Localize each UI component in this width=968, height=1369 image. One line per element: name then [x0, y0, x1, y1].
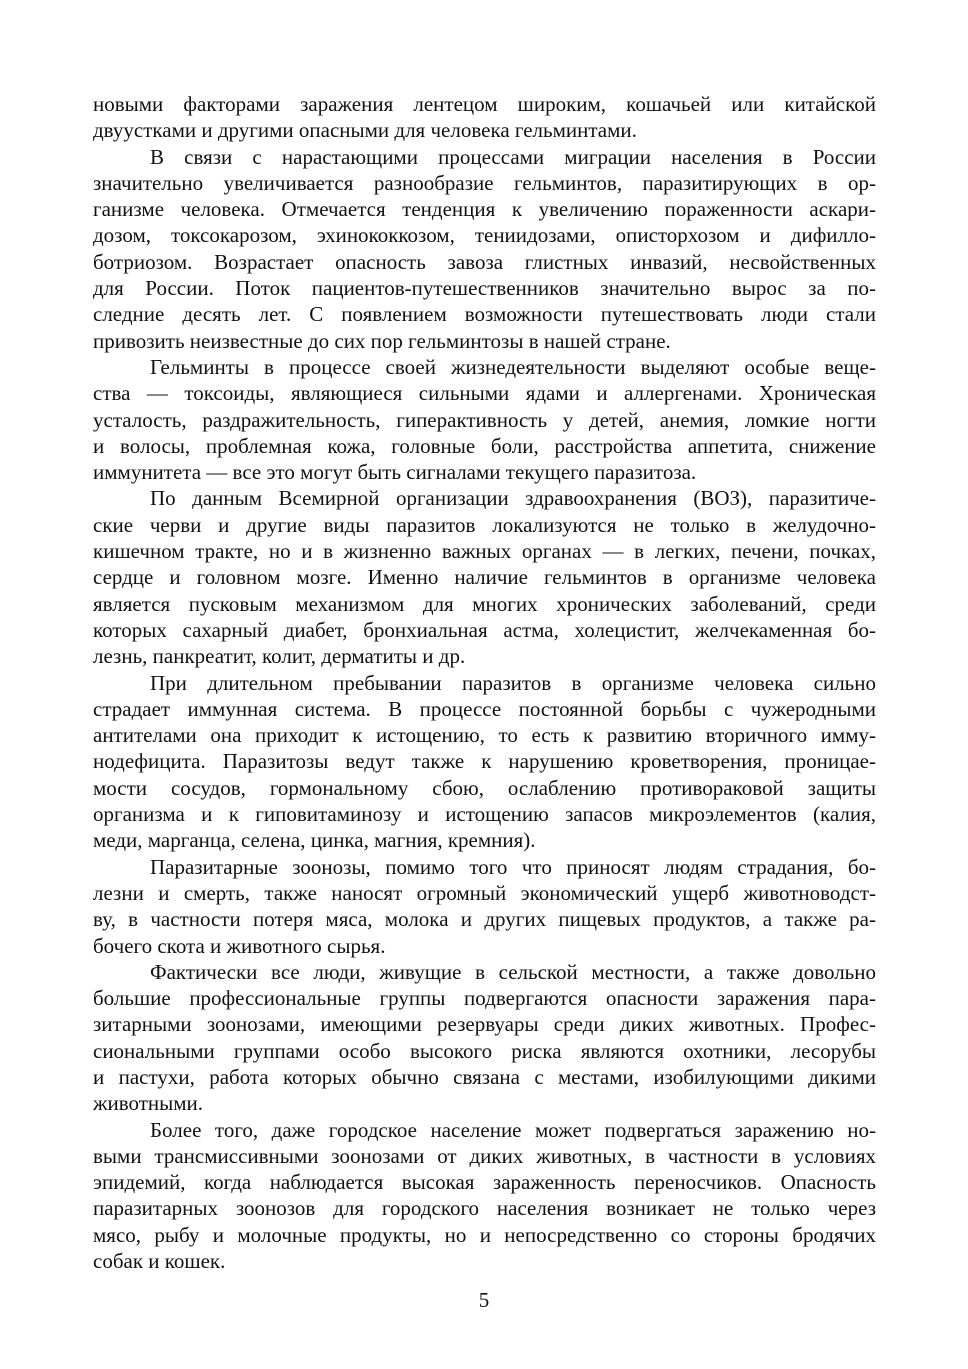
text-line: В связи с нарастающими процессами миграции населения в России — [150, 144, 876, 169]
text-line: мясо, рыбу и молочные продукты, но и непосредственно со стороны бродячих — [93, 1222, 876, 1247]
text-line: мости сосудов, гормональному сбою, ослаблению противораковой защиты — [93, 775, 876, 800]
text-line: При длительном пребывании паразитов в организме человека сильно — [150, 670, 876, 695]
text-line: Фактически все люди, живущие в сельской местности, а также довольно — [150, 959, 876, 984]
paragraph — [93, 91, 876, 144]
text-line: сиональными группами особо высокого риска являются охотники, лесорубы — [93, 1038, 876, 1063]
text-line: организма и к гиповитаминозу и истощению запасов микроэлементов (калия, — [93, 802, 876, 827]
text-line: паразитарных зоонозов для городского населения возникает не только через — [93, 1196, 876, 1221]
text-line: зитарными зоонозами, имеющими резервуары среди диких животных. Профес- — [93, 1012, 876, 1037]
text-line: эпидемий, когда наблюдается высокая зараженность переносчиков. Опасность — [93, 1170, 876, 1195]
text-line: для России. Поток пациентов-путешественников значительно вырос за по- — [93, 276, 876, 301]
text-line: По данным Всемирной организации здравоохранения (ВОЗ), паразитиче- — [150, 486, 876, 511]
text-line: и пастухи, работа которых обычно связана с местами, изобилующими дикими — [93, 1064, 876, 1089]
paragraph — [93, 144, 876, 354]
page-number: 5 — [478, 1288, 490, 1312]
text-line: Паразитарные зоонозы, помимо того что приносят людям страдания, бо- — [150, 854, 876, 879]
text-line: двуустками и другими опасными для человека гельминтами. — [93, 118, 637, 143]
text-line: антителами она приходит к истощению, то есть к развитию вторичного имму- — [93, 723, 876, 748]
text-line: привозить неизвестные до сих пор гельминтозы в нашей стране. — [93, 328, 671, 353]
text-line: ву, в частности потеря мяса, молока и других пищевых продуктов, а также ра- — [93, 907, 876, 932]
text-line: ганизме человека. Отмечается тенденция к увеличению пораженности аскари- — [93, 197, 876, 222]
paragraph — [93, 1117, 876, 1275]
text-line: бочего скота и животного сырья. — [93, 933, 386, 958]
text-line: собак и кошек. — [93, 1249, 226, 1274]
text-line: лезнь, панкреатит, колит, дерматиты и др. — [93, 644, 466, 669]
text-line: усталость, раздражительность, гиперактивность у детей, анемия, ломкие ногти — [93, 407, 876, 432]
text-line: лезни и смерть, также наносят огромный экономический ущерб животноводст- — [93, 880, 876, 905]
text-line: и волосы, проблемная кожа, головные боли, расстройства аппетита, снижение — [93, 433, 876, 458]
text-line: выми трансмиссивными зоонозами от диких животных, в частности в условиях — [93, 1143, 876, 1168]
text-line: иммунитета — все это могут быть сигналами текущего паразитоза. — [93, 460, 697, 485]
text-line: ства — токсоиды, являющиеся сильными ядами и аллергенами. Хроническая — [93, 381, 876, 406]
text-line: Гельминты в процессе своей жизнедеятельности выделяют особые веще- — [150, 354, 876, 379]
page-body — [93, 91, 876, 1274]
text-line: которых сахарный диабет, бронхиальная астма, холецистит, желчекаменная бо- — [93, 617, 876, 642]
paragraph — [93, 959, 876, 1117]
text-line: Более того, даже городское население может подвергаться заражению но- — [150, 1117, 876, 1142]
paragraph — [93, 854, 876, 959]
text-line: значительно увеличивается разнообразие гельминтов, паразитирующих в ор- — [93, 170, 876, 195]
text-line: ские черви и другие виды паразитов локализуются не только в желудочно- — [93, 512, 876, 537]
paragraph — [93, 354, 876, 485]
text-line: меди, марганца, селена, цинка, магния, кремния). — [93, 828, 536, 853]
text-line: ботриозом. Возрастает опасность завоза глистных инвазий, несвойственных — [93, 249, 876, 274]
text-line: животными. — [93, 1091, 204, 1116]
text-line: сердце и головном мозге. Именно наличие гельминтов в организме человека — [93, 565, 876, 590]
text-line: большие профессиональные группы подвергаются опасности заражения пара- — [93, 986, 876, 1011]
text-line: страдает иммунная система. В процессе постоянной борьбы с чужеродными — [93, 696, 876, 721]
text-line: кишечном тракте, но и в жизненно важных органах — в легких, печени, почках, — [93, 539, 876, 564]
text-line: является пусковым механизмом для многих хронических заболеваний, среди — [93, 591, 876, 616]
paragraph — [93, 485, 876, 669]
paragraph — [93, 670, 876, 854]
text-line: нодефицита. Паразитозы ведут также к нарушению кроветворения, проницае- — [93, 749, 876, 774]
text-line: дозом, токсокарозом, эхинококкозом, тениидозами, описторхозом и дифилло- — [93, 223, 876, 248]
text-line: следние десять лет. С появлением возможности путешествовать люди стали — [93, 302, 876, 327]
text-line: новыми факторами заражения лентецом широким, кошачьей или китайской — [93, 92, 876, 116]
